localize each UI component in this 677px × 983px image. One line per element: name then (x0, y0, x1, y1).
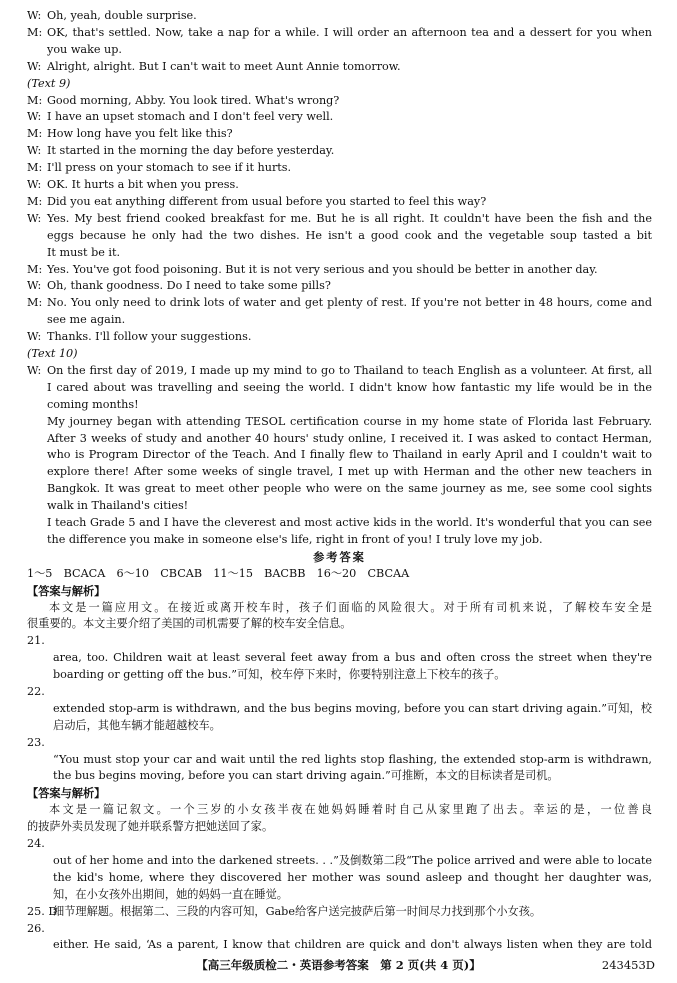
dialogue-line (27, 211, 652, 228)
question-answer: 24. (27, 837, 45, 851)
speaker-label: W: (27, 9, 42, 22)
monologue-line (27, 380, 652, 397)
explanation-section-2 (27, 785, 652, 954)
explanation-line (27, 650, 652, 667)
explanation-line (27, 684, 652, 701)
question-answer: 26. (27, 921, 45, 935)
answer-key: 1～5 BCACA 6～10 CBCAB 11～15 BACBB 16～20 CBCAA (27, 566, 410, 580)
explanation-line (27, 718, 652, 735)
dialogue-line (27, 126, 652, 143)
speaker-label: W: (27, 279, 42, 293)
question-answer: 25. D (27, 904, 58, 918)
speaker-label: W: (27, 110, 42, 124)
question-answer: 22. (27, 685, 45, 699)
line-text: you wake up. (47, 42, 122, 56)
line-text: I have an upset stomach and I don't feel very well. (47, 110, 334, 124)
summary-line: 本文是一篇记叙文。一个三岁的小女孩半夜在她妈妈睡着时自己从家里跑了出去。幸运的是，一位善良 (49, 803, 652, 817)
monologue-line (27, 414, 652, 431)
line-text: eggs because he only had the two dishes. He isn't a good cook and the vegetable soup tasted a bit (47, 228, 652, 242)
explanation-line (27, 921, 652, 938)
question-answer: 23. (27, 735, 45, 749)
speaker-label: W: (27, 144, 42, 158)
explanation-text: “You must stop your car and wait until the red lights stop flashing, the extended stop-arm is withdrawn, (53, 752, 652, 766)
dialogue-line (27, 262, 652, 279)
dialogue-line (27, 8, 652, 25)
explanation-line (27, 870, 652, 887)
explanation-text: boarding or getting off the bus.”可知，校车停下来时，你要特别注意上下校车的孩子。 (53, 668, 506, 682)
explanation-line (27, 887, 652, 904)
explanation-line (27, 701, 652, 718)
explanation-text: area, too. Children wait at least several feet away from a bus and often cross the street when they're (53, 651, 652, 665)
explanation-text: 启动后，其他车辆才能超越校车。 (53, 718, 221, 732)
text9-label: (Text 9) (27, 76, 71, 90)
explanation-line (27, 633, 652, 650)
line-text: Yes. My best friend cooked breakfast for me. But he is all right. It couldn't have been the fish and the (47, 211, 652, 225)
speaker-label: W: (27, 211, 42, 225)
summary-line: 本文是一篇应用文。在接近或离开校车时，孩子们面临的风险很大。对于所有司机来说，了解校车安全是 (49, 600, 652, 614)
explanation-line (27, 853, 652, 870)
dialogue-line (27, 278, 652, 295)
line-text: I cared about was travelling and seeing the world. I didn't know how fantastic my life would be in the (47, 380, 652, 394)
line-text: It must be it. (47, 245, 121, 259)
dialogue-text8-end (27, 8, 652, 76)
section-title: 【答案与解析】 (27, 786, 106, 801)
dialogue-line (27, 329, 652, 346)
explanation-text: extended stop-arm is withdrawn, and the bus begins moving, before you can start driving again.”可知，校 (53, 701, 652, 715)
speaker-label: M: (27, 127, 43, 141)
line-text: Did you eat anything different from usual before you started to feel this way? (47, 194, 487, 208)
line-text: After 3 weeks of study and another 40 hours' study online, I received it. I was asked to contact Herman, (47, 431, 652, 445)
monologue-line (27, 363, 652, 380)
explanation-line (27, 836, 652, 853)
line-text: It started in the morning the day before yesterday. (47, 144, 335, 158)
section-title: 【答案与解析】 (27, 583, 106, 598)
speaker-label: M: (27, 25, 43, 39)
dialogue-line (27, 42, 652, 59)
summary-line: 很重要的。本文主要介绍了美国的司机需要了解的校车安全信息。 (27, 617, 352, 631)
document-page (27, 8, 652, 954)
monologue-line (27, 515, 652, 532)
explanation-text: 知，在小女孩外出期间，她的妈妈一直在睡觉。 (53, 887, 288, 901)
monologue-line (27, 464, 652, 481)
dialogue-line (27, 245, 652, 262)
dialogue-text9 (27, 93, 652, 347)
line-text: Oh, thank goodness. Do I need to take some pills? (47, 279, 331, 293)
line-text: Good morning, Abby. You look tired. What's wrong? (47, 93, 340, 107)
line-text: OK, that's settled. Now, take a nap for a while. I will order an afternoon tea and a dessert for you when (47, 25, 652, 39)
monologue-line (27, 532, 652, 549)
line-text: who is Program Director of the Teach. And I finally flew to Thailand in early April and I couldn't wait to (47, 448, 652, 462)
text10-label: (Text 10) (27, 347, 78, 361)
explanation-line (27, 735, 652, 752)
speaker-label: M: (27, 194, 43, 208)
dialogue-line (27, 93, 652, 110)
dialogue-line (27, 194, 652, 211)
line-text: Thanks. I'll follow your suggestions. (47, 330, 252, 344)
line-text: How long have you felt like this? (47, 127, 233, 141)
speaker-label: M: (27, 93, 43, 107)
dialogue-line (27, 143, 652, 160)
summary-line: 的披萨外卖员发现了她并联系警方把她送回了家。 (27, 820, 274, 834)
dialogue-line (27, 160, 652, 177)
line-text: see me again. (47, 313, 126, 327)
explanation-text: the kid's home, where they discovered her mother was sound asleep and thought her daughter was, (53, 870, 652, 884)
line-text: On the first day of 2019, I made up my mind to go to Thailand to teach English as a volunteer. At first, all (47, 363, 652, 377)
dialogue-line (27, 295, 652, 312)
dialogue-line (27, 312, 652, 329)
speaker-label: W: (27, 363, 42, 377)
line-text: OK. It hurts a bit when you press. (47, 178, 239, 192)
line-text: No. You only need to drink lots of water and get plenty of rest. If you're not better in 48 hours, come and (47, 296, 652, 310)
line-text: I'll press on your stomach to see if it hurts. (47, 161, 292, 175)
speaker-label: M: (27, 296, 43, 310)
explanation-section-1 (27, 583, 652, 786)
speaker-label: W: (27, 330, 42, 344)
line-text: My journey began with attending TESOL certification course in my home state of Florida last February. (47, 414, 652, 428)
monologue-line (27, 498, 652, 515)
speaker-label: W: (27, 59, 42, 73)
dialogue-line (27, 177, 652, 194)
speaker-label: W: (27, 178, 42, 192)
line-text: Alright, alright. But I can't wait to meet Aunt Annie tomorrow. (47, 59, 401, 73)
question-answer: 21. (27, 634, 45, 648)
monologue-line (27, 431, 652, 448)
footer-label: 【高三年级质检二・英语参考答案 第 2 页(共 4 页)】 (196, 958, 481, 972)
explanation-line (27, 904, 652, 921)
line-text: Bangkok. It was great to meet other people who were on the same journey as me, see some cool sights (47, 482, 652, 496)
line-text: coming months! (47, 397, 139, 411)
line-text: walk in Thailand's cities! (47, 499, 189, 513)
monologue-line (27, 481, 652, 498)
page-footer (0, 957, 677, 975)
line-text: I teach Grade 5 and I have the cleverest and most active kids in the world. It's wonderful that you can see (47, 516, 652, 530)
line-text: Oh, yeah, double surprise. (47, 9, 197, 22)
monologue-line (27, 447, 652, 464)
monologue-text10 (27, 363, 652, 549)
explanation-line (27, 768, 652, 785)
explanation-line (27, 937, 652, 954)
answers-heading: 参考答案 (313, 549, 366, 564)
explanation-text: either. He said, ‘As a parent, I know that children are quick and don't always listen when they are told (53, 938, 652, 952)
line-text: explore there! After some weeks of single travel, I met up with Herman and the other new teachers in (47, 465, 652, 479)
dialogue-line (27, 109, 652, 126)
dialogue-line (27, 59, 652, 76)
explanation-text: 细节理解题。根据第二、三段的内容可知，Gabe给客户送完披萨后第一时间尽力找到那个小女孩。 (53, 904, 542, 918)
explanation-line (27, 667, 652, 684)
explanation-text: out of her home and into the darkened streets. . .”及倒数第二段“The police arrived and were able to locate (53, 853, 652, 867)
explanation-line (27, 752, 652, 769)
footer-code: 243453D (601, 958, 655, 972)
dialogue-line (27, 25, 652, 42)
dialogue-line (27, 228, 652, 245)
monologue-line (27, 397, 652, 414)
speaker-label: M: (27, 262, 43, 276)
line-text: Yes. You've got food poisoning. But it is not very serious and you should be better in another day. (47, 262, 598, 276)
explanation-text: the bus begins moving, before you can start driving again.”可推断，本文的目标读者是司机。 (53, 769, 559, 783)
line-text: the difference you make in someone else's life, right in front of you! I truly love my job. (47, 532, 543, 546)
speaker-label: M: (27, 161, 43, 175)
